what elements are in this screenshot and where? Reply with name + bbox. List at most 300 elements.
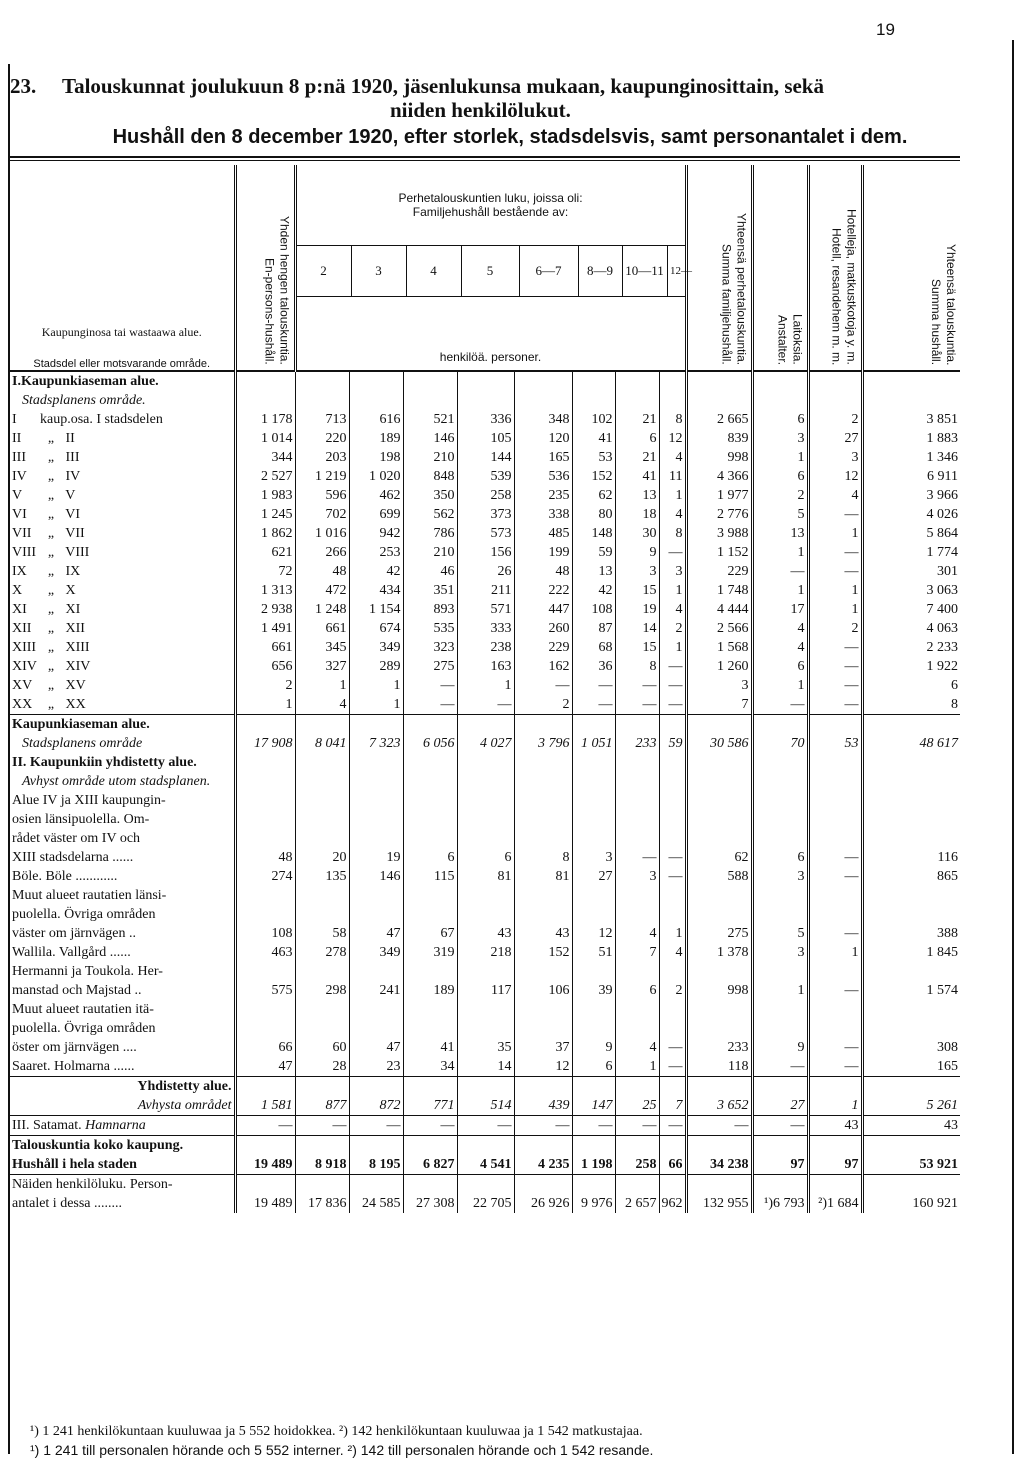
table-cell: 573 — [457, 524, 514, 543]
table-row — [10, 981, 960, 1000]
table-cell: 7 323 — [349, 734, 403, 753]
table-cell: — — [808, 1038, 862, 1057]
empty-cell — [862, 1136, 960, 1156]
table-cell: 323 — [403, 638, 457, 657]
empty-cell — [295, 962, 349, 981]
table-cell: — — [615, 1116, 659, 1136]
table-cell: 1 845 — [862, 943, 960, 962]
empty-cell — [349, 1136, 403, 1156]
empty-cell — [686, 1136, 752, 1156]
table-cell: 1 — [615, 1057, 659, 1077]
empty-cell — [752, 962, 808, 981]
table-cell: — — [295, 1116, 349, 1136]
district-label-pre: „ — [47, 526, 55, 541]
table-cell: — — [808, 543, 862, 562]
district-roman: I — [12, 412, 17, 427]
table-cell: 2 — [659, 619, 686, 638]
table-cell: 198 — [349, 448, 403, 467]
table-cell: — — [615, 695, 659, 715]
empty-cell — [295, 886, 349, 905]
empty-cell — [572, 886, 615, 905]
family-total-header-sv: Summa familjehushåll. — [719, 244, 734, 365]
empty-cell — [403, 1077, 457, 1097]
table-cell: 1 774 — [862, 543, 960, 562]
table-cell: 4 — [615, 1038, 659, 1057]
district-roman: IV — [12, 469, 27, 484]
empty-cell — [659, 1175, 686, 1195]
empty-cell — [514, 1000, 572, 1019]
table-cell: 6 — [615, 429, 659, 448]
table-cell: 97 — [752, 1155, 808, 1175]
table-cell: 21 — [615, 410, 659, 429]
one-person-header-sv: En-persons-hushåll. — [262, 258, 277, 365]
table-cell: 8 918 — [295, 1155, 349, 1175]
table-cell: 4 — [808, 486, 862, 505]
table-row — [10, 943, 960, 962]
row-label — [10, 676, 235, 695]
empty-cell — [752, 753, 808, 772]
district-label-post: I stadsdelen — [96, 412, 163, 427]
empty-cell — [752, 1077, 808, 1097]
subtotal-label-sv — [10, 1096, 235, 1116]
empty-cell — [403, 886, 457, 905]
table-cell: — — [808, 638, 862, 657]
table-cell: — — [659, 695, 686, 715]
area-label-line: manstad och Majstad .. — [12, 983, 142, 998]
table-cell: 1 — [752, 581, 808, 600]
empty-cell — [572, 905, 615, 924]
table-cell: 2 938 — [235, 600, 295, 619]
table-cell: — — [457, 1116, 514, 1136]
table-cell: 3 — [659, 562, 686, 581]
city-total-fi: Talouskuntia koko kaupung. — [12, 1138, 184, 1153]
table-cell: 319 — [403, 943, 457, 962]
table-cell: 26 926 — [514, 1194, 572, 1213]
table-cell: 2 665 — [686, 410, 752, 429]
empty-cell — [686, 753, 752, 772]
table-cell: 351 — [403, 581, 457, 600]
empty-cell — [752, 810, 808, 829]
table-cell: 9 — [615, 543, 659, 562]
table-cell: 8 195 — [349, 1155, 403, 1175]
table-cell: 6 — [752, 467, 808, 486]
empty-cell — [659, 810, 686, 829]
hotels-header — [808, 165, 862, 371]
district-label-post: XX — [65, 697, 86, 712]
table-row — [10, 1000, 960, 1019]
harbour-row — [10, 1116, 960, 1136]
table-cell: 229 — [686, 562, 752, 581]
table-cell: 6 — [403, 848, 457, 867]
table-cell: 147 — [572, 1096, 615, 1116]
row-label — [10, 905, 235, 924]
table-cell: — — [659, 848, 686, 867]
district-roman: XX — [12, 697, 33, 712]
table-cell: 20 — [295, 848, 349, 867]
row-label — [10, 848, 235, 867]
table-cell: 108 — [235, 924, 295, 943]
empty-cell — [295, 1019, 349, 1038]
empty-cell — [295, 772, 349, 791]
table-cell: 60 — [295, 1038, 349, 1057]
table-cell: 1 020 — [349, 467, 403, 486]
row-label — [10, 1019, 235, 1038]
empty-cell — [349, 753, 403, 772]
table-cell: 621 — [235, 543, 295, 562]
table-cell: 4 027 — [457, 734, 514, 753]
table-cell: 2 776 — [686, 505, 752, 524]
table-cell: 1 260 — [686, 657, 752, 676]
table-cell: 278 — [295, 943, 349, 962]
table-cell: — — [514, 1116, 572, 1136]
empty-cell — [808, 371, 862, 391]
table-cell: 43 — [457, 924, 514, 943]
table-cell: 1 — [235, 695, 295, 715]
table-cell: 47 — [235, 1057, 295, 1077]
table-cell: 1 016 — [295, 524, 349, 543]
section2-title-sv: Avhyst område utom stadsplanen. — [22, 774, 211, 789]
district-label-post: X — [65, 583, 76, 598]
empty-cell — [514, 791, 572, 810]
row-label — [10, 543, 235, 562]
empty-cell — [235, 962, 295, 981]
empty-cell — [235, 1019, 295, 1038]
right-margin-rule — [1012, 40, 1014, 1454]
table-cell: 6 — [572, 1057, 615, 1077]
empty-cell — [514, 1077, 572, 1097]
empty-cell — [403, 905, 457, 924]
empty-cell — [615, 791, 659, 810]
table-cell: 1 581 — [235, 1096, 295, 1116]
table-cell: 1 — [295, 676, 349, 695]
empty-cell — [457, 715, 514, 735]
empty-cell — [403, 371, 457, 391]
table-cell: 656 — [235, 657, 295, 676]
table-cell: 5 — [752, 505, 808, 524]
table-cell: 4 — [615, 924, 659, 943]
table-cell: 47 — [349, 1038, 403, 1057]
empty-cell — [615, 962, 659, 981]
table-cell: 266 — [295, 543, 349, 562]
table-cell: — — [659, 1057, 686, 1077]
row-label — [10, 619, 235, 638]
area-label-line: väster om järnvägen .. — [12, 926, 137, 941]
table-cell: 514 — [457, 1096, 514, 1116]
family-group-fi: Perhetalouskuntien luku, joissa oli: — [398, 191, 583, 205]
table-cell: 15 — [615, 581, 659, 600]
table-cell: 146 — [349, 867, 403, 886]
district-label-post: V — [65, 488, 76, 503]
table-cell: 132 955 — [686, 1194, 752, 1213]
district-roman: II — [12, 431, 22, 446]
empty-cell — [295, 391, 349, 410]
table-cell: 41 — [403, 1038, 457, 1057]
table-cell: 48 — [514, 562, 572, 581]
empty-cell — [862, 810, 960, 829]
empty-cell — [659, 791, 686, 810]
table-cell: 43 — [808, 1116, 862, 1136]
empty-cell — [457, 829, 514, 848]
empty-cell — [514, 1175, 572, 1195]
table-cell: 447 — [514, 600, 572, 619]
table-cell: 771 — [403, 1096, 457, 1116]
table-row — [10, 657, 960, 676]
header-row — [10, 165, 960, 371]
city-total-row — [10, 1155, 960, 1175]
table-cell: 1 — [659, 486, 686, 505]
title-fi-line1: Talouskunnat joulukuun 8 p:nä 1920, jäsenlukunsa mukaan, kaupunginosittain, sekä — [62, 74, 824, 98]
table-cell: 661 — [235, 638, 295, 657]
table-cell: — — [572, 676, 615, 695]
empty-cell — [235, 391, 295, 410]
empty-cell — [808, 886, 862, 905]
empty-cell — [686, 962, 752, 981]
table-cell: 289 — [349, 657, 403, 676]
table-cell: 25 — [615, 1096, 659, 1116]
row-label — [10, 981, 235, 1000]
table-row — [10, 410, 960, 429]
persons-total-row — [10, 1175, 960, 1195]
stub-header-sv: Stadsdel eller motsvarande område. — [33, 358, 211, 370]
table-cell: 34 238 — [686, 1155, 752, 1175]
table-cell: 48 617 — [862, 734, 960, 753]
table-cell: 199 — [514, 543, 572, 562]
table-cell: 4 541 — [457, 1155, 514, 1175]
empty-cell — [752, 1000, 808, 1019]
row-label — [10, 467, 235, 486]
empty-cell — [686, 1175, 752, 1195]
table-cell: — — [403, 676, 457, 695]
size-5: 5 — [462, 246, 520, 296]
area-label-line: Böle. Böle ............ — [12, 869, 118, 884]
table-cell: 24 585 — [349, 1194, 403, 1213]
area-label-line: rådet väster om IV och — [12, 831, 141, 846]
empty-cell — [808, 1000, 862, 1019]
city-total-label — [10, 1136, 235, 1156]
district-label-pre: „ — [47, 488, 55, 503]
table-cell: — — [349, 1116, 403, 1136]
table-cell: 4 — [659, 600, 686, 619]
table-cell: 333 — [457, 619, 514, 638]
table-cell: — — [659, 1116, 686, 1136]
table-cell: 3 — [752, 867, 808, 886]
empty-cell — [615, 1175, 659, 1195]
table-cell: 8 — [615, 657, 659, 676]
empty-cell — [572, 1136, 615, 1156]
empty-cell — [615, 1136, 659, 1156]
empty-cell — [457, 391, 514, 410]
empty-cell — [572, 962, 615, 981]
empty-cell — [514, 962, 572, 981]
table-cell: 865 — [862, 867, 960, 886]
row-label — [10, 695, 235, 715]
empty-cell — [862, 772, 960, 791]
area-label-line: Hermanni ja Toukola. Her- — [12, 964, 163, 979]
district-label-post: XI — [65, 602, 81, 617]
empty-cell — [686, 391, 752, 410]
row-label — [10, 657, 235, 676]
table-cell: 702 — [295, 505, 349, 524]
city-total-sv: Hushåll i hela staden — [12, 1157, 137, 1172]
table-cell: 43 — [514, 924, 572, 943]
table-cell: 203 — [295, 448, 349, 467]
table-cell: 3 — [752, 943, 808, 962]
table-cell: 68 — [572, 638, 615, 657]
empty-cell — [403, 753, 457, 772]
table-cell: 5 261 — [862, 1096, 960, 1116]
table-cell: 661 — [295, 619, 349, 638]
size-12-plus: 12— — [670, 265, 692, 277]
empty-cell — [457, 371, 514, 391]
empty-cell — [514, 715, 572, 735]
empty-cell — [457, 810, 514, 829]
empty-cell — [514, 753, 572, 772]
table-cell: 66 — [235, 1038, 295, 1057]
empty-cell — [514, 829, 572, 848]
table-row — [10, 924, 960, 943]
size-8-9: 8—9 — [579, 246, 623, 296]
empty-cell — [572, 810, 615, 829]
table-cell: 1 219 — [295, 467, 349, 486]
persons-total-fi: Näiden henkilöluku. — [12, 1177, 127, 1192]
table-cell: 1 248 — [295, 600, 349, 619]
row-label — [10, 867, 235, 886]
empty-cell — [752, 886, 808, 905]
subtotal-row — [10, 1077, 960, 1097]
table-cell: 349 — [349, 943, 403, 962]
harbour-label — [10, 1116, 235, 1136]
area-label-line: Muut alueet rautatien länsi- — [12, 888, 167, 903]
table-cell: 106 — [514, 981, 572, 1000]
empty-cell — [808, 1019, 862, 1038]
row-label — [10, 962, 235, 981]
section2-total-fi: Yhdistetty alue. — [137, 1079, 232, 1094]
table-cell: 274 — [235, 867, 295, 886]
empty-cell — [862, 1077, 960, 1097]
district-label-pre: „ — [47, 564, 55, 579]
section1-title-fi: I.Kaupunkiaseman alue. — [12, 374, 159, 389]
district-label-post: VI — [65, 507, 81, 522]
persons-total-row — [10, 1194, 960, 1213]
table-cell: 27 — [752, 1096, 808, 1116]
empty-cell — [686, 715, 752, 735]
table-cell: 21 — [615, 448, 659, 467]
table-cell: 535 — [403, 619, 457, 638]
empty-cell — [615, 371, 659, 391]
total-header-fi: Yhteensä talouskuntia. — [944, 243, 958, 365]
table-row — [10, 886, 960, 905]
table-cell: 160 921 — [862, 1194, 960, 1213]
table-cell: 3 652 — [686, 1096, 752, 1116]
district-label-pre: „ — [47, 469, 55, 484]
table-cell: 17 908 — [235, 734, 295, 753]
table-cell: 2 — [808, 619, 862, 638]
table-cell: 241 — [349, 981, 403, 1000]
row-label — [10, 924, 235, 943]
district-label-pre: „ — [47, 545, 55, 560]
empty-cell — [752, 715, 808, 735]
empty-cell — [808, 1077, 862, 1097]
table-cell: 439 — [514, 1096, 572, 1116]
empty-cell — [686, 371, 752, 391]
table-cell: — — [572, 1116, 615, 1136]
table-cell: 6 911 — [862, 467, 960, 486]
table-row — [10, 505, 960, 524]
table-cell: 338 — [514, 505, 572, 524]
size-6-7: 6—7 — [520, 246, 579, 296]
table-cell: — — [514, 676, 572, 695]
hotels-header-sv: Hotell, resandehem m. m. — [829, 227, 844, 365]
table-cell: 58 — [295, 924, 349, 943]
table-cell: — — [615, 676, 659, 695]
table-cell: 3 — [572, 848, 615, 867]
family-total-header-fi: Yhteensä perhetalouskuntia. — [734, 212, 749, 365]
empty-cell — [295, 1175, 349, 1195]
district-label-pre: „ — [47, 431, 55, 446]
table-cell: 18 — [615, 505, 659, 524]
table-cell: 3 966 — [862, 486, 960, 505]
empty-cell — [349, 715, 403, 735]
table-cell: 308 — [862, 1038, 960, 1057]
table-cell: 9 — [752, 1038, 808, 1057]
empty-cell — [686, 810, 752, 829]
table-cell: 463 — [235, 943, 295, 962]
table-cell: 8 041 — [295, 734, 349, 753]
empty-cell — [862, 829, 960, 848]
table-cell: 275 — [686, 924, 752, 943]
table-cell: 48 — [295, 562, 349, 581]
table-cell: 189 — [349, 429, 403, 448]
table-cell: 37 — [514, 1038, 572, 1057]
row-label — [10, 638, 235, 657]
empty-cell — [862, 962, 960, 981]
empty-cell — [514, 886, 572, 905]
title-rule — [10, 156, 960, 158]
table-cell: 2 233 — [862, 638, 960, 657]
table-cell: 462 — [349, 486, 403, 505]
table-cell: 327 — [295, 657, 349, 676]
district-roman: V — [12, 488, 23, 503]
size-3: 3 — [352, 246, 407, 296]
table-cell: 258 — [615, 1155, 659, 1175]
row-label — [10, 410, 235, 429]
table-cell: — — [808, 695, 862, 715]
empty-cell — [403, 772, 457, 791]
district-label-post: XIV — [65, 659, 91, 674]
table-cell: 87 — [572, 619, 615, 638]
section1-title-sv: Stadsplanens område. — [22, 393, 146, 408]
table-cell: 1 — [752, 981, 808, 1000]
table-cell: 27 — [808, 429, 862, 448]
empty-cell — [457, 1175, 514, 1195]
empty-cell — [572, 1077, 615, 1097]
area-label-line: Saaret. Holmarna ...... — [12, 1059, 135, 1074]
table-cell: 4 — [659, 943, 686, 962]
table-row — [10, 562, 960, 581]
table-cell: 539 — [457, 467, 514, 486]
empty-cell — [457, 772, 514, 791]
table-cell: 117 — [457, 981, 514, 1000]
table-cell: 1 — [752, 543, 808, 562]
empty-cell — [457, 886, 514, 905]
table-cell: 1 983 — [235, 486, 295, 505]
empty-cell — [295, 715, 349, 735]
row-label — [10, 486, 235, 505]
row-label — [10, 448, 235, 467]
table-cell: 5 864 — [862, 524, 960, 543]
table-cell: 144 — [457, 448, 514, 467]
table-cell: — — [752, 1116, 808, 1136]
